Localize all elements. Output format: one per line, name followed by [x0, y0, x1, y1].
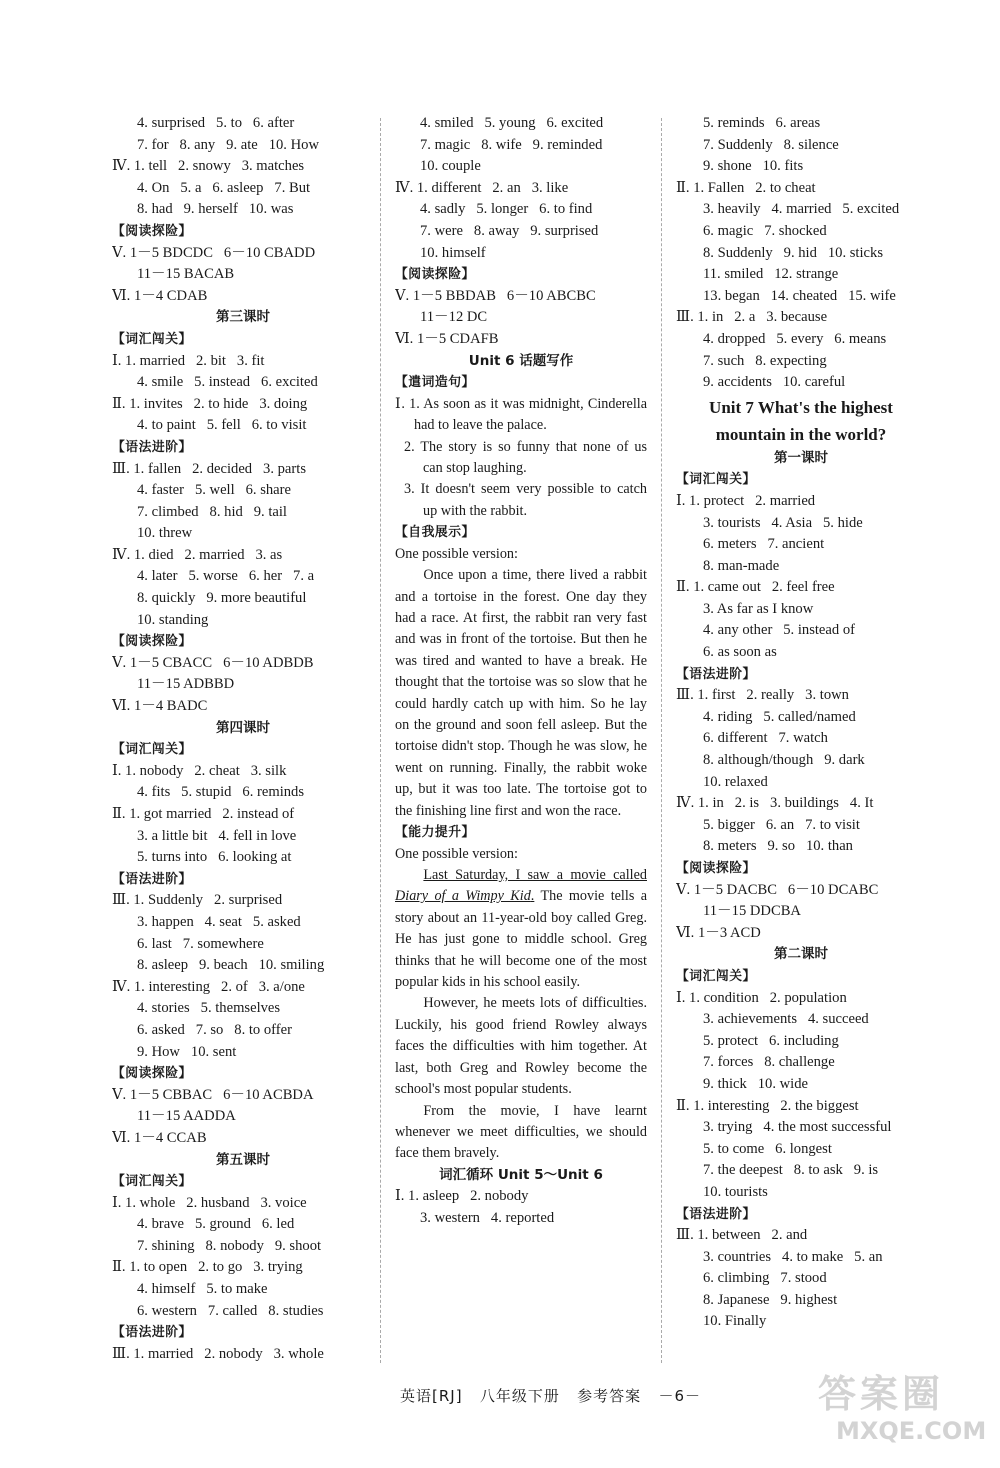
section-header: 【语法进阶】: [676, 666, 756, 682]
answer-line: Ⅲ. 1. in 2. a 3. because: [676, 309, 828, 326]
lesson-title: 第四课时: [216, 719, 270, 736]
answer-line: 10. tourists: [703, 1183, 768, 1200]
answer-line: 4. himself 5. to make: [137, 1281, 268, 1298]
section-header: 【阅读探险】: [112, 223, 192, 239]
answer-line: Ⅳ. 1. tell 2. snowy 3. matches: [112, 158, 305, 175]
answer-line: Ⅵ. 1－5 CDAFB: [395, 330, 499, 347]
answer-line: 4. later 5. worse 6. her 7. a: [137, 568, 315, 585]
answer-line: 4. On 5. a 6. asleep 7. But: [137, 179, 311, 196]
answer-line: Ⅲ. 1. first 2. really 3. town: [676, 687, 849, 704]
column-divider-2: [661, 118, 662, 1363]
lesson-title: 词汇循环 Unit 5～Unit 6: [439, 1166, 603, 1183]
answer-line: Ⅲ. 1. between 2. and: [676, 1227, 808, 1244]
answer-line: 3. heavily 4. married 5. excited: [703, 201, 900, 218]
answer-column-2: [395, 113, 647, 1230]
section-header: 【阅读探险】: [112, 1066, 192, 1082]
answer-line: 5. to come 6. longest: [703, 1140, 832, 1157]
answer-line: 3. happen 4. seat 5. asked: [137, 913, 301, 930]
section-header: 【语法进阶】: [112, 1325, 192, 1341]
sentence-item: 3. It doesn't seem very possible to catch up with the rabbit.: [404, 481, 647, 519]
answer-line: Ⅵ. 1－4 BADC: [112, 698, 208, 715]
answer-line: 4. to paint 5. fell 6. to visit: [137, 417, 307, 434]
model-intro: One possible version:: [395, 545, 518, 562]
answer-line: 3. a little bit 4. fell in love: [137, 827, 297, 844]
model-essay-movie-p1: Last Saturday, I saw a movie called Diary of a Wimpy Kid. The movie tells a story about an 11-year-old boy called Greg. He has just gone to middle school. Greg thinks that he will become one of the most popular kids in his school easily.: [395, 867, 647, 991]
answer-line: Ⅱ. 1. came out 2. feel free: [676, 579, 835, 596]
col3-answers-top: [676, 113, 926, 394]
answer-line: Ⅱ. 1. Fallen 2. to cheat: [676, 179, 816, 196]
answer-line: 11－15 BACAB: [137, 266, 235, 283]
answer-line: 7. were 8. away 9. surprised: [420, 222, 599, 239]
answer-line: 7. climbed 8. hid 9. tail: [137, 503, 287, 520]
answer-line: Ⅰ. 1. asleep 2. nobody: [395, 1188, 529, 1205]
answer-line: 11－15 ADBBD: [137, 676, 235, 693]
answer-line: Ⅰ. 1. whole 2. husband 3. voice: [112, 1194, 307, 1211]
answer-line: 8. although/though 9. dark: [703, 752, 865, 769]
answer-line: 3. western 4. reported: [420, 1209, 555, 1226]
answer-line: Ⅲ. 1. married 2. nobody 3. whole: [112, 1345, 324, 1362]
answer-line: 6. different 7. watch: [703, 730, 828, 747]
answer-line: 11－15 AADDA: [137, 1108, 236, 1125]
sentence-answers: [395, 394, 647, 522]
unit-title: Unit 7 What's the highest: [709, 397, 893, 417]
answer-line: 5. reminds 6. areas: [703, 115, 821, 131]
answer-line: 3. trying 4. the most successful: [703, 1119, 892, 1136]
answer-line: 4. brave 5. ground 6. led: [137, 1216, 295, 1233]
answer-line: 7. Suddenly 8. silence: [703, 136, 839, 153]
answer-column-1: [112, 113, 374, 1365]
answer-line: 7. for 8. any 9. ate 10. How: [137, 136, 319, 153]
answer-line: Ⅳ. 1. interesting 2. of 3. a/one: [112, 978, 305, 995]
answer-line: 5. protect 6. including: [703, 1032, 839, 1049]
answer-line: Ⅵ. 1－4 CCAB: [112, 1129, 207, 1146]
model-essay-story: Once upon a time, there lived a rabbit and a tortoise in the forest. One day they had a race. At first, the rabbit ran very fast and was in front of the tortoise. But then he was tired and wanted to have a break. He thought that the tortoise was so slow that he could hardly catch up with him. So he lay on the ground and soon fell asleep. But the tortoise didn't stop. Though he was slow, he went on running. Finally, the rabbit woke up, but it was too late. The tortoise got to the finishing line first and won the race.: [395, 567, 647, 819]
answer-line: 4. faster 5. well 6. share: [137, 482, 291, 499]
answer-line: 11－12 DC: [420, 309, 488, 326]
answer-line: 9. thick 10. wide: [703, 1075, 808, 1092]
answer-line: 4. stories 5. themselves: [137, 1000, 281, 1017]
answer-column-3: [676, 113, 926, 1333]
model-essay-movie-p2: However, he meets lots of difficulties. Luckily, his good friend Rowley always faces the difficulties with him together. At last, both Greg and Rowley become the school's most popular students.: [395, 995, 647, 1098]
section-header: 【能力提升】: [395, 825, 475, 841]
model-essay-movie-p3: From the movie, I have learnt whenever we meet difficulties, we should face them bravely.: [395, 1102, 647, 1162]
lesson-title: 第二课时: [774, 946, 828, 963]
answer-line: 10. couple: [420, 158, 481, 175]
answer-line: 11－15 DDCBA: [703, 903, 801, 920]
answer-line: Ⅴ. 1－5 CBACC 6－10 ADBDB: [112, 654, 314, 671]
answer-line: 8. Japanese 9. highest: [703, 1291, 838, 1308]
answer-line: Ⅳ. 1. different 2. an 3. like: [395, 179, 569, 196]
answer-line: 4. riding 5. called/named: [703, 708, 856, 725]
sentence-item: 2. The story is so funny that none of us can stop laughing.: [404, 438, 647, 476]
sentence-item: Ⅰ. 1. As soon as it was midnight, Cinderella had to leave the palace.: [395, 395, 647, 434]
answer-line: 5. bigger 6. an 7. to visit: [703, 816, 860, 833]
answer-line: Ⅳ. 1. in 2. is 3. buildings 4. It: [676, 795, 874, 812]
answer-line: Ⅱ. 1. invites 2. to hide 3. doing: [112, 395, 308, 412]
col3-answers-bottom: [676, 448, 926, 1333]
answer-line: Ⅱ. 1. to open 2. to go 3. trying: [112, 1259, 303, 1276]
answer-line: 10. Finally: [703, 1313, 767, 1330]
answer-line: 6. magic 7. shocked: [703, 222, 827, 239]
answer-line: 8. quickly 9. more beautiful: [137, 590, 307, 607]
answer-line: 8. meters 9. so 10. than: [703, 838, 853, 855]
answer-line: 4. any other 5. instead of: [703, 622, 855, 639]
section-header: 【词汇闯关】: [676, 968, 756, 984]
answer-line: 3. tourists 4. Asia 5. hide: [703, 514, 863, 531]
answer-line: 3. countries 4. to make 5. an: [703, 1248, 883, 1265]
section-header: 【遣词造句】: [395, 375, 475, 391]
lesson-title: 第一课时: [774, 449, 828, 466]
section-header: 【语法进阶】: [676, 1206, 756, 1222]
section-header: 【阅读探险】: [395, 267, 475, 283]
col2-answers-top: [395, 113, 647, 394]
answer-line: 4. smiled 5. young 6. excited: [420, 115, 604, 131]
answer-line: Ⅲ. 1. Suddenly 2. surprised: [112, 892, 283, 909]
answer-line: Ⅳ. 1. died 2. married 3. as: [112, 546, 283, 563]
answer-line: Ⅱ. 1. got married 2. instead of: [112, 806, 295, 822]
underlined-lead: Last Saturday, I saw a movie called Diary of a Wimpy Kid.: [395, 867, 647, 905]
answer-line: Ⅴ. 1－5 BDCDC 6－10 CBADD: [112, 244, 316, 261]
answer-line: 7. shining 8. nobody 9. shoot: [137, 1237, 322, 1254]
answer-line: 10. threw: [137, 525, 193, 542]
answer-line: 4. surprised 5. to 6. after: [137, 115, 295, 131]
answer-line: 9. How 10. sent: [137, 1043, 237, 1060]
answer-line: Ⅲ. 1. fallen 2. decided 3. parts: [112, 460, 307, 477]
col2-answers-bottom: [395, 1165, 647, 1230]
answer-line: 10. relaxed: [703, 773, 768, 790]
answer-line: 10. standing: [137, 611, 209, 628]
answer-line: 7. the deepest 8. to ask 9. is: [703, 1162, 879, 1179]
answer-line: 7. such 8. expecting: [703, 352, 827, 369]
answer-line: Ⅴ. 1－5 BBDAB 6－10 ABCBC: [395, 287, 596, 304]
answer-line: 9. shone 10. fits: [703, 158, 804, 175]
answer-line: Ⅵ. 1－3 ACD: [676, 924, 761, 941]
section-header: 【词汇闯关】: [112, 742, 192, 758]
answer-line: 7. magic 8. wife 9. reminded: [420, 136, 603, 153]
answer-line: Ⅰ. 1. condition 2. population: [676, 989, 847, 1006]
answer-line: 6. meters 7. ancient: [703, 536, 825, 553]
answer-line: 4. sadly 5. longer 6. to find: [420, 201, 593, 218]
answer-line: Ⅰ. 1. nobody 2. cheat 3. silk: [112, 762, 287, 779]
answer-line: Ⅵ. 1－4 CDAB: [112, 287, 208, 304]
section-header: 【语法进阶】: [112, 439, 192, 455]
answer-line: Ⅴ. 1－5 DACBC 6－10 DCABC: [676, 881, 879, 898]
lesson-title: Unit 6 话题写作: [468, 352, 574, 369]
answer-line: 3. As far as I know: [703, 600, 814, 617]
section-header: 【自我展示】: [395, 525, 475, 541]
lesson-title: 第三课时: [216, 309, 270, 326]
answer-line: Ⅴ. 1－5 CBBAC 6－10 ACBDA: [112, 1086, 314, 1103]
answer-line: 8. had 9. herself 10. was: [137, 201, 294, 218]
answer-line: 4. dropped 5. every 6. means: [703, 330, 887, 347]
answer-line: 6. as soon as: [703, 644, 777, 661]
answer-line: 5. turns into 6. looking at: [137, 849, 292, 866]
answer-line: 8. asleep 9. beach 10. smiling: [137, 957, 325, 974]
answer-line: 3. achievements 4. succeed: [703, 1011, 869, 1028]
model-intro: One possible version:: [395, 845, 518, 862]
answer-line: Ⅰ. 1. protect 2. married: [676, 492, 816, 509]
section-header: 【阅读探险】: [112, 634, 192, 650]
answer-line: 6. climbing 7. stood: [703, 1270, 827, 1287]
answer-line: 8. Suddenly 9. hid 10. sticks: [703, 244, 883, 261]
lesson-title: 第五课时: [216, 1151, 270, 1168]
answer-line: 7. forces 8. challenge: [703, 1054, 835, 1071]
watermark-logo: 答案圈 MXQE.COM: [818, 1372, 987, 1445]
answer-line: 9. accidents 10. careful: [703, 374, 846, 391]
answer-line: 4. fits 5. stupid 6. reminds: [137, 784, 305, 801]
column-divider-1: [380, 118, 381, 1363]
answer-line: 6. asked 7. so 8. to offer: [137, 1021, 292, 1038]
answer-line: Ⅱ. 1. interesting 2. the biggest: [676, 1097, 859, 1114]
section-header: 【词汇闯关】: [112, 331, 192, 347]
answer-line: 4. smile 5. instead 6. excited: [137, 374, 318, 391]
page-footer: 英语[RJ] 八年级下册 参考答案 －6－: [400, 1387, 702, 1405]
answer-line: 13. began 14. cheated 15. wife: [703, 287, 896, 304]
unit-title-line2: mountain in the world?: [715, 424, 887, 444]
section-header: 【词汇闯关】: [676, 472, 756, 488]
answer-line: Ⅰ. 1. married 2. bit 3. fit: [112, 352, 265, 369]
answer-line: 10. himself: [420, 244, 486, 261]
section-header: 【词汇闯关】: [112, 1174, 192, 1190]
answer-line: 8. man-made: [703, 557, 780, 574]
answer-line: 6. western 7. called 8. studies: [137, 1302, 324, 1319]
section-header: 【语法进阶】: [112, 871, 192, 887]
movie-title: Diary of a Wimpy Kid: [395, 888, 531, 905]
answer-line: 11. smiled 12. strange: [703, 266, 839, 283]
answer-line: 6. last 7. somewhere: [137, 935, 264, 952]
section-header: 【阅读探险】: [676, 861, 756, 876]
